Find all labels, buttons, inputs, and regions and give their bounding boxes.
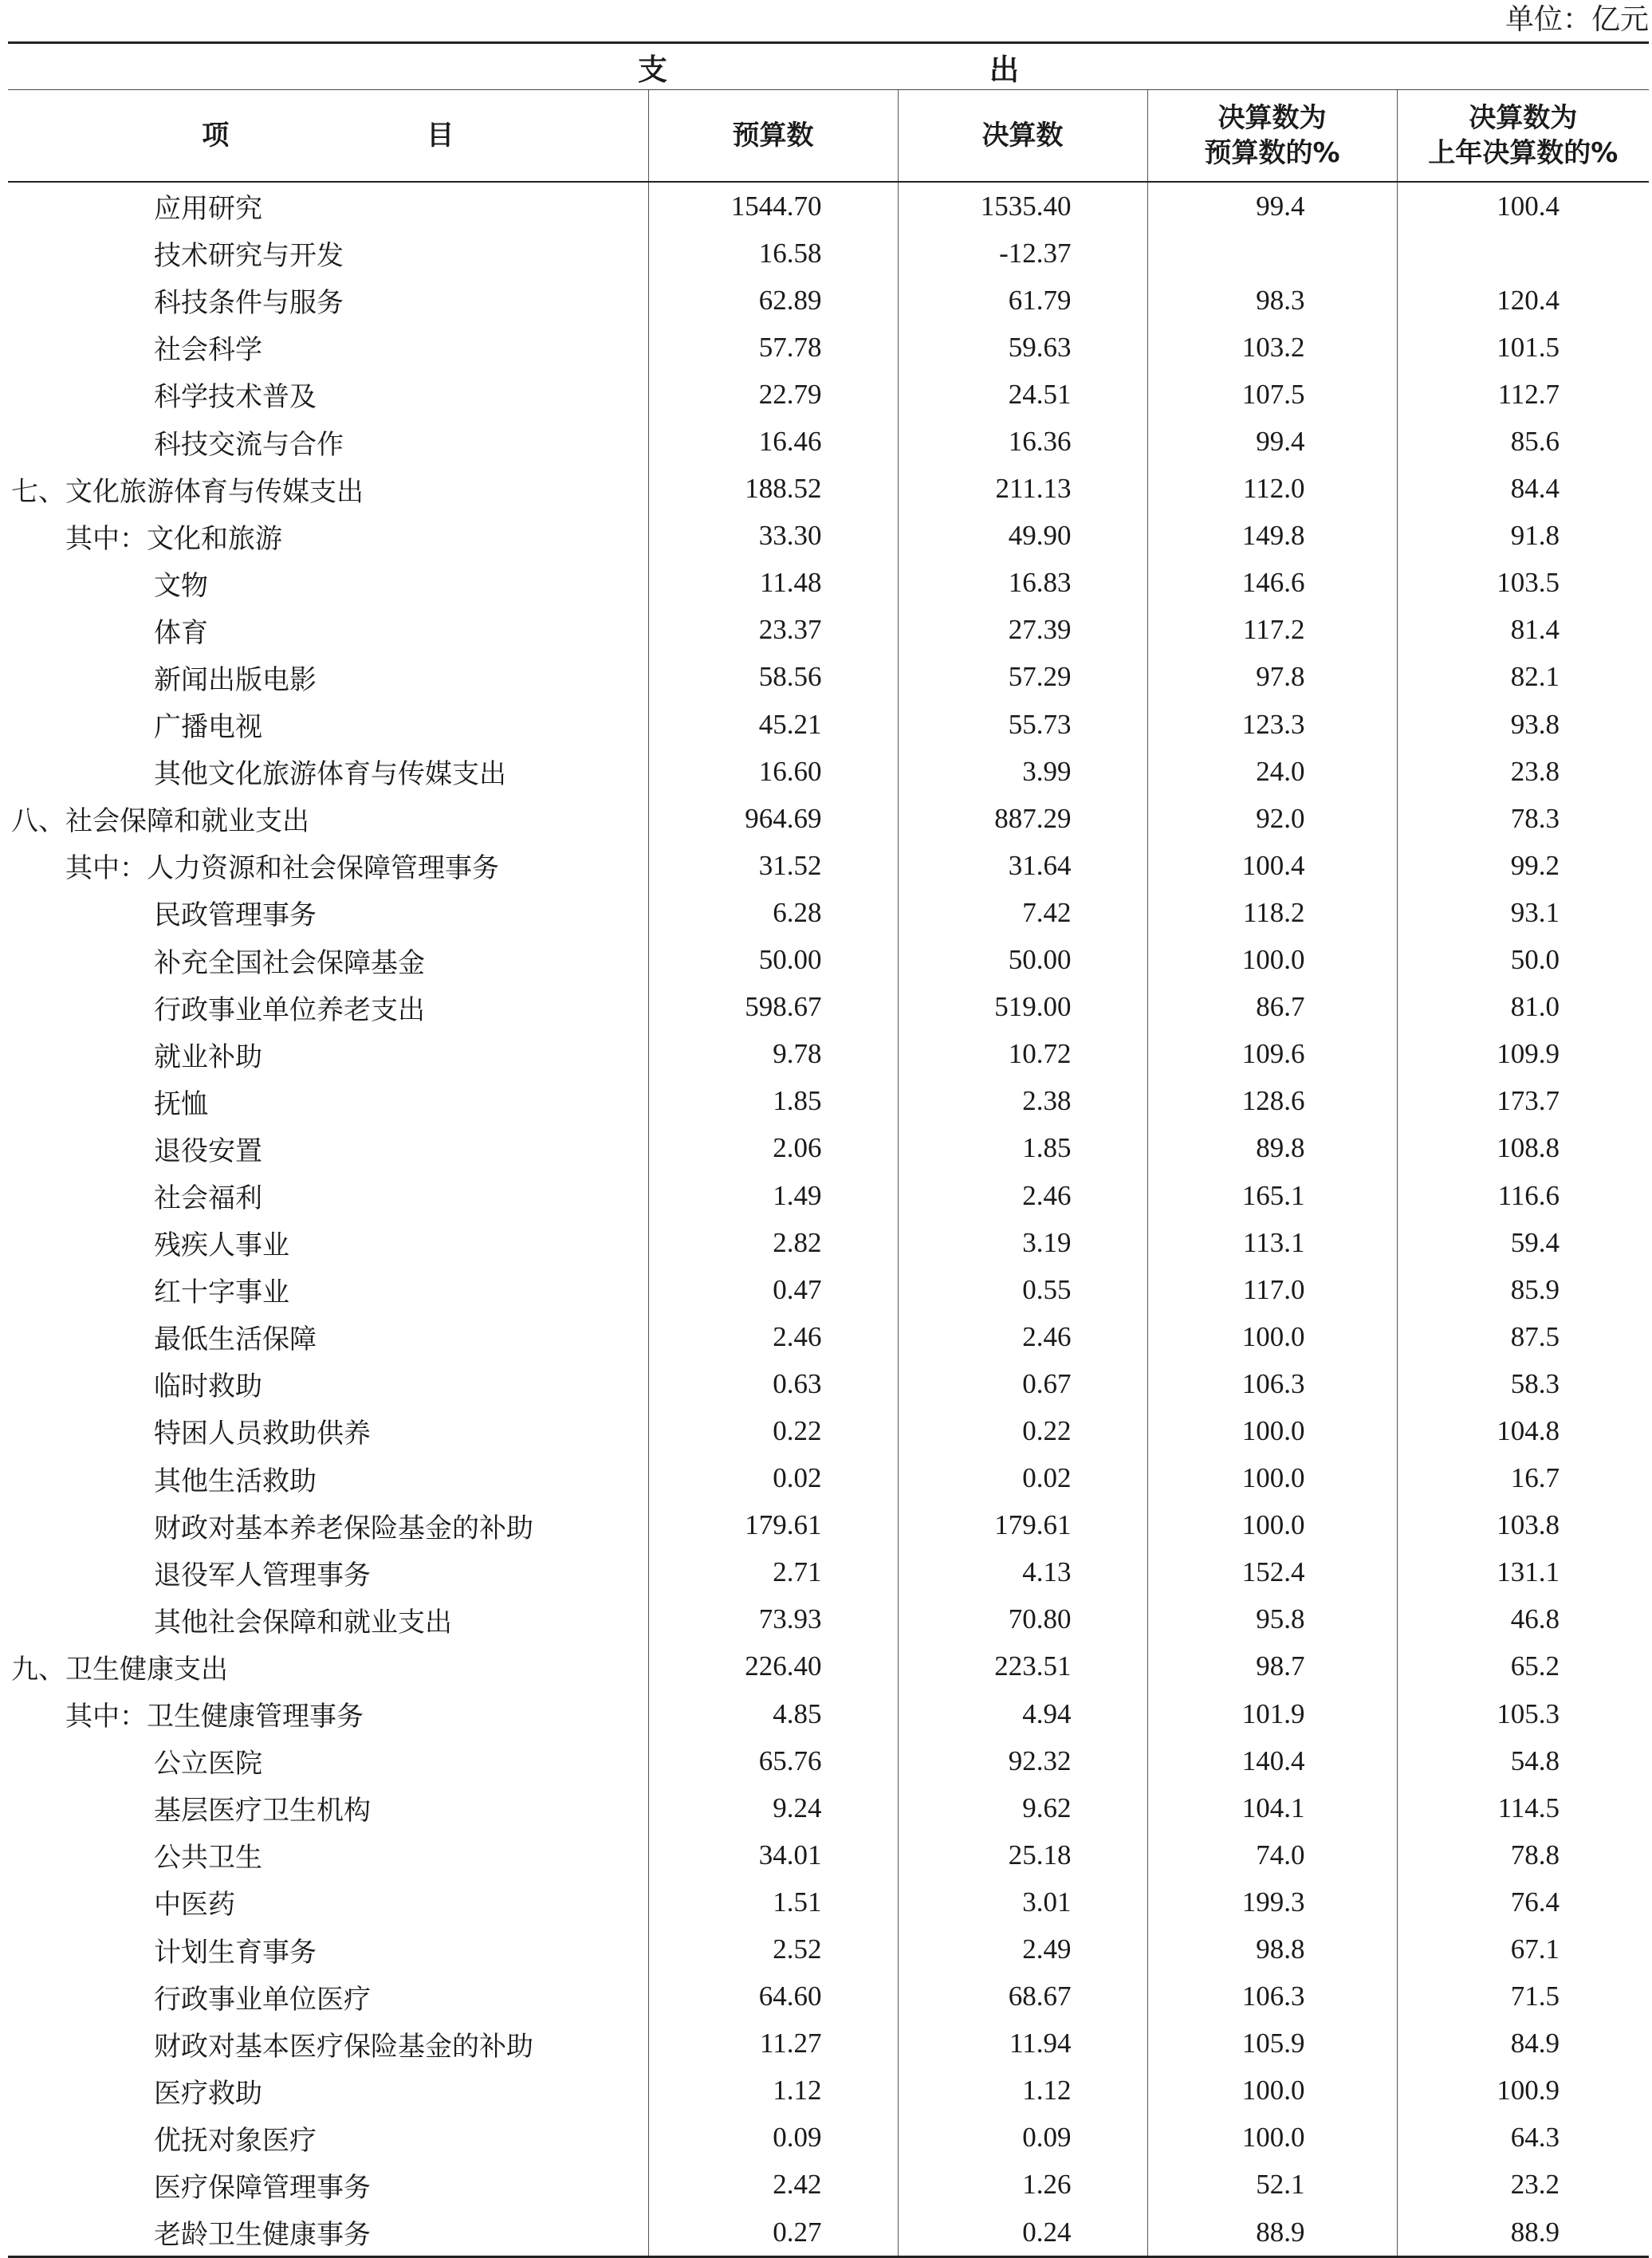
table-row <box>8 1690 1649 1737</box>
row-final-value: 10.72 <box>898 1031 1147 1078</box>
row-item-name: 应用研究 <box>154 193 262 226</box>
column-header-final: 决算数 <box>898 90 1147 183</box>
row-item-name: 行政事业单位养老支出 <box>154 993 425 1026</box>
row-pct-of-budget: 140.4 <box>1147 1737 1397 1784</box>
row-budget-value: 57.78 <box>648 324 898 371</box>
row-budget-value: 9.78 <box>648 1031 898 1078</box>
row-budget-value: 2.06 <box>648 1125 898 1172</box>
row-final-value: 70.80 <box>898 1596 1147 1643</box>
row-pct-of-budget: 98.8 <box>1147 1926 1397 1973</box>
row-item-name: 文物 <box>154 569 208 602</box>
row-pct-of-budget: 152.4 <box>1147 1549 1397 1596</box>
row-pct-of-previous-year: 103.8 <box>1397 1502 1649 1549</box>
row-item-name: 临时救助 <box>154 1371 262 1403</box>
row-final-value: 61.79 <box>898 277 1147 324</box>
row-pct-of-budget: 118.2 <box>1147 889 1397 936</box>
row-item-name: 计划生育事务 <box>154 1936 317 1969</box>
row-final-value: 59.63 <box>898 324 1147 371</box>
row-item-name: 科技条件与服务 <box>154 287 344 320</box>
row-final-value: 68.67 <box>898 1973 1147 2020</box>
table-row <box>8 654 1649 701</box>
row-final-value: 55.73 <box>898 701 1147 748</box>
row-budget-value: 1.12 <box>648 2067 898 2114</box>
row-budget-value: 1.49 <box>648 1172 898 1219</box>
row-pct-of-budget: 199.3 <box>1147 1878 1397 1926</box>
row-budget-value: 226.40 <box>648 1643 898 1690</box>
row-budget-value: 65.76 <box>648 1737 898 1784</box>
row-pct-of-previous-year: 108.8 <box>1397 1125 1649 1172</box>
row-pct-of-budget: 100.0 <box>1147 2067 1397 2114</box>
row-final-value: 4.13 <box>898 1549 1147 1596</box>
row-pct-of-budget: 24.0 <box>1147 748 1397 795</box>
row-budget-value: 188.52 <box>648 466 898 513</box>
row-budget-value: 0.22 <box>648 1407 898 1454</box>
row-pct-of-previous-year: 85.9 <box>1397 1266 1649 1313</box>
row-item-name: 优抚对象医疗 <box>154 2124 317 2157</box>
row-pct-of-previous-year: 93.8 <box>1397 701 1649 748</box>
row-pct-of-previous-year: 46.8 <box>1397 1596 1649 1643</box>
row-budget-value: 0.47 <box>648 1266 898 1313</box>
table-row <box>8 1502 1649 1549</box>
row-final-value: 31.64 <box>898 842 1147 889</box>
row-budget-value: 1.85 <box>648 1078 898 1125</box>
row-final-value: 2.38 <box>898 1078 1147 1125</box>
table-row <box>8 2067 1649 2114</box>
row-final-value: 11.94 <box>898 2020 1147 2067</box>
row-pct-of-previous-year: 82.1 <box>1397 654 1649 701</box>
row-pct-of-previous-year: 85.6 <box>1397 418 1649 465</box>
expenditure-table <box>8 41 1649 2258</box>
row-pct-of-budget: 89.8 <box>1147 1125 1397 1172</box>
table-row <box>8 1549 1649 1596</box>
row-pct-of-budget: 92.0 <box>1147 795 1397 842</box>
row-pct-of-budget: 128.6 <box>1147 1078 1397 1125</box>
row-budget-value: 1.51 <box>648 1878 898 1926</box>
row-item-name: 抚恤 <box>154 1088 208 1120</box>
row-pct-of-previous-year: 173.7 <box>1397 1078 1649 1125</box>
row-budget-value: 0.27 <box>648 2209 898 2257</box>
row-item-name: 残疾人事业 <box>154 1229 289 1262</box>
row-pct-of-budget: 146.6 <box>1147 560 1397 607</box>
row-final-value: 7.42 <box>898 889 1147 936</box>
row-item-name: 财政对基本养老保险基金的补助 <box>154 1512 533 1544</box>
column-header-budget: 预算数 <box>648 90 898 183</box>
row-pct-of-previous-year: 87.5 <box>1397 1313 1649 1360</box>
table-row <box>8 701 1649 748</box>
table-row <box>8 842 1649 889</box>
column-header-row <box>8 90 1649 183</box>
column-header-final-vs-prev: 决算数为 上年决算数的% <box>1397 90 1649 183</box>
table-row <box>8 371 1649 418</box>
row-pct-of-budget: 103.2 <box>1147 324 1397 371</box>
row-budget-value: 179.61 <box>648 1502 898 1549</box>
row-final-value: 4.94 <box>898 1690 1147 1737</box>
row-pct-of-previous-year: 23.2 <box>1397 2162 1649 2209</box>
row-item-name: 行政事业单位医疗 <box>154 1983 371 2016</box>
row-pct-of-previous-year: 116.6 <box>1397 1172 1649 1219</box>
row-item-name: 退役军人管理事务 <box>154 1559 371 1591</box>
row-final-value: 3.01 <box>898 1878 1147 1926</box>
row-pct-of-budget: 101.9 <box>1147 1690 1397 1737</box>
table-row <box>8 1407 1649 1454</box>
row-item-name: 公共卫生 <box>154 1842 262 1874</box>
row-budget-value: 9.24 <box>648 1784 898 1831</box>
row-pct-of-budget: 74.0 <box>1147 1831 1397 1878</box>
row-budget-value: 62.89 <box>648 277 898 324</box>
row-pct-of-previous-year: 16.7 <box>1397 1455 1649 1502</box>
row-final-value: 0.55 <box>898 1266 1147 1313</box>
row-item-name: 特困人员救助供养 <box>154 1418 371 1450</box>
row-pct-of-budget: 98.7 <box>1147 1643 1397 1690</box>
table-row <box>8 937 1649 984</box>
table-row <box>8 2114 1649 2162</box>
row-budget-value: 4.85 <box>648 1690 898 1737</box>
row-item-name: 其他社会保障和就业支出 <box>154 1606 452 1638</box>
row-pct-of-previous-year: 101.5 <box>1397 324 1649 371</box>
table-row <box>8 1831 1649 1878</box>
row-item-name: 科技交流与合作 <box>154 428 344 461</box>
row-pct-of-budget: 106.3 <box>1147 1973 1397 2020</box>
row-budget-value: 11.27 <box>648 2020 898 2067</box>
table-row <box>8 1926 1649 1973</box>
row-budget-value: 22.79 <box>648 371 898 418</box>
column-header-item: 项 目 <box>8 90 648 183</box>
row-final-value: 3.19 <box>898 1219 1147 1266</box>
section-header-row <box>8 43 1649 90</box>
table-row <box>8 1784 1649 1831</box>
row-item-name: 就业补助 <box>154 1040 262 1073</box>
row-final-value: 49.90 <box>898 513 1147 560</box>
table-row <box>8 889 1649 936</box>
row-item-name: 八、社会保障和就业支出 <box>11 805 309 838</box>
row-final-value: 211.13 <box>898 466 1147 513</box>
row-item-name: 其中：文化和旅游 <box>65 522 282 555</box>
table-row <box>8 324 1649 371</box>
row-budget-value: 31.52 <box>648 842 898 889</box>
row-final-value: 1535.40 <box>898 182 1147 230</box>
row-pct-of-budget: 100.4 <box>1147 842 1397 889</box>
table-row <box>8 182 1649 230</box>
row-pct-of-previous-year: 88.9 <box>1397 2209 1649 2257</box>
row-budget-value: 2.71 <box>648 1549 898 1596</box>
table-row <box>8 418 1649 465</box>
row-final-value: 0.24 <box>898 2209 1147 2257</box>
row-pct-of-budget: 105.9 <box>1147 2020 1397 2067</box>
row-pct-of-budget: 100.0 <box>1147 1313 1397 1360</box>
table-row <box>8 513 1649 560</box>
row-item-name: 其他生活救助 <box>154 1465 317 1497</box>
row-budget-value: 16.46 <box>648 418 898 465</box>
row-item-name: 老龄卫生健康事务 <box>8 2209 648 2257</box>
row-pct-of-budget: 117.0 <box>1147 1266 1397 1313</box>
table-row <box>8 984 1649 1031</box>
row-final-value: 0.67 <box>898 1360 1147 1407</box>
row-pct-of-budget: 97.8 <box>1147 654 1397 701</box>
row-pct-of-previous-year: 109.9 <box>1397 1031 1649 1078</box>
row-budget-value: 2.52 <box>648 1926 898 1973</box>
row-budget-value: 33.30 <box>648 513 898 560</box>
row-pct-of-budget: 149.8 <box>1147 513 1397 560</box>
row-pct-of-previous-year: 104.8 <box>1397 1407 1649 1454</box>
row-budget-value: 2.42 <box>648 2162 898 2209</box>
row-budget-value: 598.67 <box>648 984 898 1031</box>
row-pct-of-budget: 113.1 <box>1147 1219 1397 1266</box>
table-row <box>8 1878 1649 1926</box>
row-item-name: 技术研究与开发 <box>154 240 344 273</box>
row-budget-value: 1544.70 <box>648 182 898 230</box>
row-item-name: 民政管理事务 <box>154 899 317 932</box>
row-pct-of-previous-year: 100.9 <box>1397 2067 1649 2114</box>
row-final-value: 16.36 <box>898 418 1147 465</box>
row-final-value: 27.39 <box>898 607 1147 654</box>
table-row <box>8 1125 1649 1172</box>
row-pct-of-budget: 112.0 <box>1147 466 1397 513</box>
row-final-value: 179.61 <box>898 1502 1147 1549</box>
row-pct-of-budget: 117.2 <box>1147 607 1397 654</box>
table-row <box>8 2162 1649 2209</box>
row-final-value: 519.00 <box>898 984 1147 1031</box>
row-pct-of-previous-year: 81.0 <box>1397 984 1649 1031</box>
column-header-final-vs-budget: 决算数为 预算数的% <box>1147 90 1397 183</box>
row-pct-of-previous-year <box>1397 230 1649 277</box>
row-pct-of-budget: 99.4 <box>1147 418 1397 465</box>
row-budget-value: 34.01 <box>648 1831 898 1878</box>
row-final-value: 2.49 <box>898 1926 1147 1973</box>
row-item-name: 广播电视 <box>154 711 262 744</box>
row-pct-of-budget: 52.1 <box>1147 2162 1397 2209</box>
row-budget-value: 45.21 <box>648 701 898 748</box>
row-pct-of-previous-year: 54.8 <box>1397 1737 1649 1784</box>
row-item-name: 医疗保障管理事务 <box>154 2171 371 2204</box>
row-pct-of-budget: 99.4 <box>1147 182 1397 230</box>
row-final-value: 0.22 <box>898 1407 1147 1454</box>
row-final-value: 50.00 <box>898 937 1147 984</box>
row-pct-of-budget: 104.1 <box>1147 1784 1397 1831</box>
row-final-value: 3.99 <box>898 748 1147 795</box>
table-row <box>8 1737 1649 1784</box>
row-budget-value: 50.00 <box>648 937 898 984</box>
row-pct-of-previous-year: 64.3 <box>1397 2114 1649 2162</box>
table-row <box>8 1643 1649 1690</box>
row-item-name: 退役安置 <box>154 1135 262 1167</box>
row-pct-of-budget: 100.0 <box>1147 1502 1397 1549</box>
row-pct-of-budget: 98.3 <box>1147 277 1397 324</box>
table-row <box>8 230 1649 277</box>
row-pct-of-previous-year: 59.4 <box>1397 1219 1649 1266</box>
row-item-name: 红十字事业 <box>154 1277 289 1309</box>
row-final-value: 887.29 <box>898 795 1147 842</box>
row-item-name: 中医药 <box>154 1889 235 1922</box>
row-pct-of-previous-year: 23.8 <box>1397 748 1649 795</box>
row-budget-value: 964.69 <box>648 795 898 842</box>
row-pct-of-previous-year: 76.4 <box>1397 1878 1649 1926</box>
row-budget-value: 6.28 <box>648 889 898 936</box>
row-pct-of-budget: 86.7 <box>1147 984 1397 1031</box>
row-pct-of-budget: 165.1 <box>1147 1172 1397 1219</box>
row-pct-of-previous-year: 120.4 <box>1397 277 1649 324</box>
row-budget-value: 0.09 <box>648 2114 898 2162</box>
row-final-value: 0.09 <box>898 2114 1147 2162</box>
row-pct-of-previous-year: 112.7 <box>1397 371 1649 418</box>
row-final-value: -12.37 <box>898 230 1147 277</box>
row-pct-of-budget: 109.6 <box>1147 1031 1397 1078</box>
row-budget-value: 0.63 <box>648 1360 898 1407</box>
row-pct-of-previous-year: 93.1 <box>1397 889 1649 936</box>
row-pct-of-budget: 100.0 <box>1147 937 1397 984</box>
table-row <box>8 748 1649 795</box>
row-pct-of-previous-year: 58.3 <box>1397 1360 1649 1407</box>
row-budget-value: 2.46 <box>648 1313 898 1360</box>
row-pct-of-budget: 107.5 <box>1147 371 1397 418</box>
row-item-name: 最低生活保障 <box>154 1324 317 1356</box>
row-pct-of-budget: 95.8 <box>1147 1596 1397 1643</box>
row-final-value: 0.02 <box>898 1455 1147 1502</box>
table-row <box>8 466 1649 513</box>
row-pct-of-previous-year: 84.9 <box>1397 2020 1649 2067</box>
table-row <box>8 1973 1649 2020</box>
table-row <box>8 1596 1649 1643</box>
row-final-value: 1.26 <box>898 2162 1147 2209</box>
row-budget-value: 2.82 <box>648 1219 898 1266</box>
table-row <box>8 1360 1649 1407</box>
row-budget-value: 0.02 <box>648 1455 898 1502</box>
section-title: 支 出 <box>8 43 1649 90</box>
table-row <box>8 560 1649 607</box>
row-item-name: 新闻出版电影 <box>154 663 317 696</box>
row-item-name: 其中：人力资源和社会保障管理事务 <box>65 852 499 885</box>
row-item-name: 基层医疗卫生机构 <box>154 1795 371 1827</box>
table-row <box>8 1219 1649 1266</box>
row-final-value: 1.85 <box>898 1125 1147 1172</box>
row-pct-of-previous-year: 103.5 <box>1397 560 1649 607</box>
row-pct-of-budget: 88.9 <box>1147 2209 1397 2257</box>
table-row <box>8 1078 1649 1125</box>
row-final-value: 2.46 <box>898 1172 1147 1219</box>
row-pct-of-previous-year: 81.4 <box>1397 607 1649 654</box>
row-pct-of-previous-year: 71.5 <box>1397 1973 1649 2020</box>
table-row <box>8 607 1649 654</box>
table-row <box>8 795 1649 842</box>
row-pct-of-budget: 123.3 <box>1147 701 1397 748</box>
row-pct-of-previous-year: 84.4 <box>1397 466 1649 513</box>
row-item-name: 补充全国社会保障基金 <box>154 946 425 979</box>
row-item-name: 社会福利 <box>154 1182 262 1215</box>
row-pct-of-previous-year: 114.5 <box>1397 1784 1649 1831</box>
table-row <box>8 1455 1649 1502</box>
row-budget-value: 73.93 <box>648 1596 898 1643</box>
unit-label: 单位：亿元 <box>1504 3 1649 36</box>
row-budget-value: 16.58 <box>648 230 898 277</box>
row-pct-of-budget <box>1147 230 1397 277</box>
row-final-value: 92.32 <box>898 1737 1147 1784</box>
row-pct-of-previous-year: 131.1 <box>1397 1549 1649 1596</box>
row-item-name: 医疗救助 <box>154 2077 262 2110</box>
row-budget-value: 64.60 <box>648 1973 898 2020</box>
table-row <box>8 1031 1649 1078</box>
row-item-name: 其中：卫生健康管理事务 <box>65 1701 364 1733</box>
row-final-value: 57.29 <box>898 654 1147 701</box>
row-pct-of-previous-year: 50.0 <box>1397 937 1649 984</box>
row-pct-of-budget: 100.0 <box>1147 1407 1397 1454</box>
row-budget-value: 16.60 <box>648 748 898 795</box>
row-final-value: 25.18 <box>898 1831 1147 1878</box>
row-item-name: 九、卫生健康支出 <box>11 1653 228 1686</box>
table-row <box>8 1172 1649 1219</box>
table-row <box>8 1313 1649 1360</box>
row-pct-of-previous-year: 91.8 <box>1397 513 1649 560</box>
row-pct-of-previous-year: 105.3 <box>1397 1690 1649 1737</box>
table-row <box>8 1266 1649 1313</box>
row-item-name: 公立医院 <box>154 1748 262 1780</box>
row-final-value: 9.62 <box>898 1784 1147 1831</box>
row-item-name: 七、文化旅游体育与传媒支出 <box>11 475 364 508</box>
row-item-name: 其他文化旅游体育与传媒支出 <box>154 758 506 791</box>
row-budget-value: 23.37 <box>648 607 898 654</box>
row-final-value: 24.51 <box>898 371 1147 418</box>
row-budget-value: 58.56 <box>648 654 898 701</box>
row-final-value: 1.12 <box>898 2067 1147 2114</box>
table-row <box>8 2209 1649 2257</box>
row-pct-of-previous-year: 100.4 <box>1397 182 1649 230</box>
table-body <box>8 182 1649 2257</box>
row-final-value: 16.83 <box>898 560 1147 607</box>
table-row <box>8 2020 1649 2067</box>
row-budget-value: 11.48 <box>648 560 898 607</box>
row-pct-of-budget: 100.0 <box>1147 1455 1397 1502</box>
row-pct-of-previous-year: 99.2 <box>1397 842 1649 889</box>
row-item-name: 体育 <box>154 616 208 649</box>
row-final-value: 2.46 <box>898 1313 1147 1360</box>
row-pct-of-budget: 106.3 <box>1147 1360 1397 1407</box>
row-pct-of-previous-year: 78.3 <box>1397 795 1649 842</box>
row-item-name: 财政对基本医疗保险基金的补助 <box>154 2030 533 2063</box>
row-item-name: 社会科学 <box>154 334 262 367</box>
table-row <box>8 277 1649 324</box>
row-pct-of-previous-year: 78.8 <box>1397 1831 1649 1878</box>
row-pct-of-previous-year: 65.2 <box>1397 1643 1649 1690</box>
row-final-value: 223.51 <box>898 1643 1147 1690</box>
row-item-name: 科学技术普及 <box>154 381 317 414</box>
row-pct-of-previous-year: 67.1 <box>1397 1926 1649 1973</box>
row-pct-of-budget: 100.0 <box>1147 2114 1397 2162</box>
